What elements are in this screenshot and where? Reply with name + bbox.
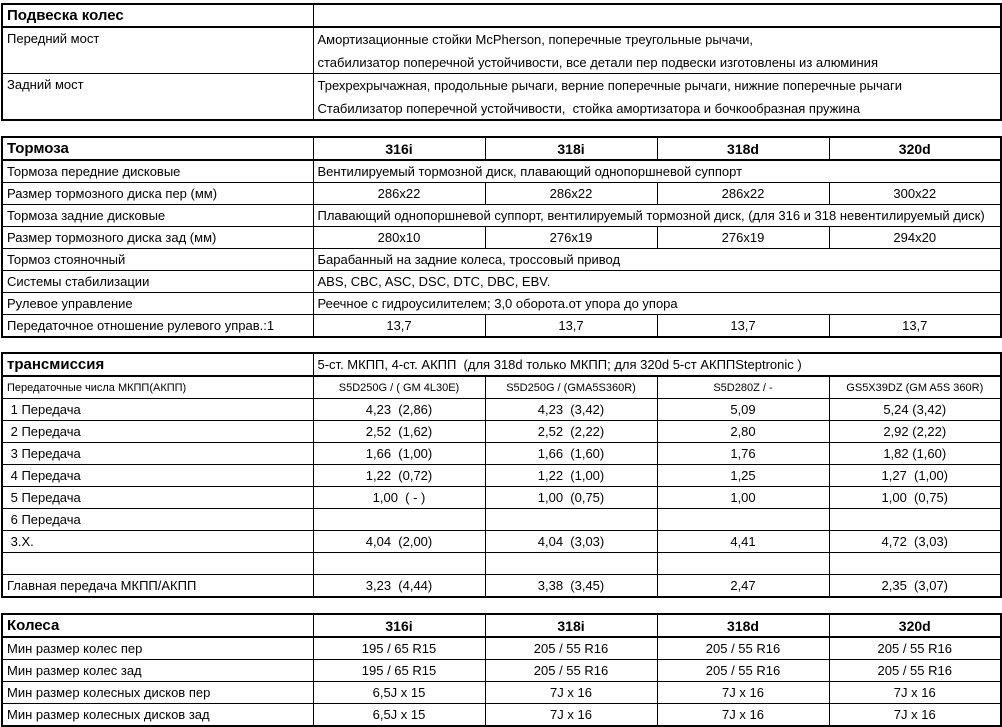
cell-value: 1,66 (1,60) xyxy=(485,443,657,465)
transmission-row xyxy=(2,421,1001,443)
cell-value: 1,76 xyxy=(657,443,829,465)
wheels-table xyxy=(1,613,1002,727)
cell-value xyxy=(313,509,485,531)
cell-value: 1,22 (1,00) xyxy=(485,465,657,487)
cell-value: 6,5J x 15 xyxy=(313,682,485,704)
cell-value xyxy=(657,553,829,575)
section-title-suspension: Подвеска колес xyxy=(2,4,313,27)
cell-value: 6,5J x 15 xyxy=(313,704,485,727)
row-label: 2 Передача xyxy=(2,421,313,443)
brakes-row xyxy=(2,227,1001,249)
cell-value: 276x19 xyxy=(485,227,657,249)
row-label: 3 Передача xyxy=(2,443,313,465)
cell-value: 1,00 (0,75) xyxy=(829,487,1001,509)
column-header-320d: 320d xyxy=(829,137,1001,160)
cell-value: 300x22 xyxy=(829,183,1001,205)
cell-value: 3,38 (3,45) xyxy=(485,575,657,598)
column-header-318d: 318d xyxy=(657,137,829,160)
brakes-table xyxy=(1,136,1002,338)
cell-value: 2,47 xyxy=(657,575,829,598)
cell-value: 280x10 xyxy=(313,227,485,249)
cell-value: 7J x 16 xyxy=(829,704,1001,727)
cell-value: 13,7 xyxy=(313,315,485,338)
wheels-row xyxy=(2,637,1001,660)
row-label: Размер тормозного диска зад (мм) xyxy=(2,227,313,249)
cell-value: 205 / 55 R16 xyxy=(657,660,829,682)
cell-value: 1,22 (0,72) xyxy=(313,465,485,487)
transmission-row xyxy=(2,531,1001,553)
cell-value: S5D280Z / - xyxy=(657,376,829,399)
column-header-318d: 318d xyxy=(657,614,829,637)
row-label: Мин размер колесных дисков зад xyxy=(2,704,313,727)
cell-value xyxy=(657,509,829,531)
row-value-span: Вентилируемый тормозной диск, плавающий однопоршневой суппорт xyxy=(313,160,1001,183)
brakes-row xyxy=(2,315,1001,338)
cell-value: 205 / 55 R16 xyxy=(829,637,1001,660)
row-value-span: Реечное с гидроусилителем; 3,0 оборота.от упора до упора xyxy=(313,293,1001,315)
row-label: Мин размер колес пер xyxy=(2,637,313,660)
cell-value: 1,00 (0,75) xyxy=(485,487,657,509)
cell-value: S5D250G / ( GM 4L30E) xyxy=(313,376,485,399)
suspension-row xyxy=(2,74,1001,121)
brakes-row xyxy=(2,271,1001,293)
cell-value: GS5X39DZ (GM A5S 360R) xyxy=(829,376,1001,399)
row-label: Рулевое управление xyxy=(2,293,313,315)
row-value-multiline xyxy=(313,27,1001,74)
value-line: Стабилизатор поперечной устойчивости, стойка амортизатора и бочкообразная пружина xyxy=(317,100,861,116)
cell-value: 205 / 55 R16 xyxy=(485,660,657,682)
column-header-318i: 318i xyxy=(485,137,657,160)
transmission-row xyxy=(2,509,1001,531)
cell-value: 1,25 xyxy=(657,465,829,487)
cell-value: 7J x 16 xyxy=(657,704,829,727)
brakes-header-row xyxy=(2,137,1001,160)
row-label: 1 Передача xyxy=(2,399,313,421)
row-label: Системы стабилизации xyxy=(2,271,313,293)
transmission-header-row xyxy=(2,353,1001,376)
cell-value: 286x22 xyxy=(485,183,657,205)
row-label: Главная передача МКПП/АКПП xyxy=(2,575,313,598)
section-title-wheels: Колеса xyxy=(2,614,313,637)
value-line: Амортизационные стойки McPherson, поперечные треугольные рычачи, xyxy=(317,32,754,47)
cell-value: 4,23 (2,86) xyxy=(313,399,485,421)
column-header-318i: 318i xyxy=(485,614,657,637)
cell-value: 4,23 (3,42) xyxy=(485,399,657,421)
row-value-span: Плавающий однопоршневой суппорт, вентилируемый тормозной диск, (для 316 и 318 невентилируемый диск) xyxy=(313,205,1001,227)
transmission-table xyxy=(1,352,1002,598)
row-label: Размер тормозного диска пер (мм) xyxy=(2,183,313,205)
cell-value: 5,24 (3,42) xyxy=(829,399,1001,421)
cell-value: 4,41 xyxy=(657,531,829,553)
cell-value: 1,00 ( - ) xyxy=(313,487,485,509)
cell-value: 7J x 16 xyxy=(485,704,657,727)
cell-value: 286x22 xyxy=(657,183,829,205)
brakes-row xyxy=(2,183,1001,205)
section-title-brakes: Тормоза xyxy=(2,137,313,160)
brakes-row xyxy=(2,293,1001,315)
cell-value: 4,04 (3,03) xyxy=(485,531,657,553)
transmission-row xyxy=(2,376,1001,399)
cell-value xyxy=(829,553,1001,575)
cell-value xyxy=(313,553,485,575)
cell-value: 1,27 (1,00) xyxy=(829,465,1001,487)
suspension-header-spacer xyxy=(313,4,1001,27)
value-line: Трехрехрычажная, продольные рычаги, верние поперечные рычаги, нижние поперечные рычаги xyxy=(317,78,902,93)
cell-value: 3,23 (4,44) xyxy=(313,575,485,598)
wheels-row xyxy=(2,660,1001,682)
suspension-row xyxy=(2,27,1001,74)
brakes-row xyxy=(2,205,1001,227)
cell-value xyxy=(485,509,657,531)
cell-value: 286x22 xyxy=(313,183,485,205)
row-label: Мин размер колесных дисков пер xyxy=(2,682,313,704)
transmission-row xyxy=(2,553,1001,575)
cell-value: 1,82 (1,60) xyxy=(829,443,1001,465)
row-label: Тормоз стояночный xyxy=(2,249,313,271)
column-header-316i: 316i xyxy=(313,614,485,637)
row-label: 5 Передача xyxy=(2,487,313,509)
cell-value: 7J x 16 xyxy=(485,682,657,704)
cell-value: 1,00 xyxy=(657,487,829,509)
row-label: Передаточные числа МКПП(АКПП) xyxy=(2,376,313,399)
cell-value: 2,92 (2,22) xyxy=(829,421,1001,443)
cell-value: 4,72 (3,03) xyxy=(829,531,1001,553)
brakes-row xyxy=(2,160,1001,183)
cell-value: 4,04 (2,00) xyxy=(313,531,485,553)
section-title-transmission: трансмиссия xyxy=(2,353,313,376)
row-label: 3.Х. xyxy=(2,531,313,553)
cell-value: 195 / 65 R15 xyxy=(313,660,485,682)
cell-value: 7J x 16 xyxy=(829,682,1001,704)
gearbox-note: 5-ст. МКПП, 4-ст. АКПП (для 318d только МКПП; для 320d 5-ст АКППSteptronic ) xyxy=(313,353,1001,376)
row-value-span: ABS, CBC, ASC, DSC, DTC, DBC, EBV. xyxy=(313,271,1001,293)
brakes-row xyxy=(2,249,1001,271)
cell-value: S5D250G / (GMA5S360R) xyxy=(485,376,657,399)
row-label: Мин размер колес зад xyxy=(2,660,313,682)
cell-value xyxy=(829,509,1001,531)
row-label: 6 Передача xyxy=(2,509,313,531)
cell-value: 2,52 (1,62) xyxy=(313,421,485,443)
suspension-table xyxy=(1,3,1002,121)
row-value-multiline xyxy=(313,74,1001,121)
row-label: Тормоза передние дисковые xyxy=(2,160,313,183)
wheels-row xyxy=(2,704,1001,727)
row-label: Тормоза задние дисковые xyxy=(2,205,313,227)
cell-value: 13,7 xyxy=(829,315,1001,338)
cell-value: 5,09 xyxy=(657,399,829,421)
cell-value: 7J x 16 xyxy=(657,682,829,704)
cell-value: 2,35 (3,07) xyxy=(829,575,1001,598)
wheels-header-row xyxy=(2,614,1001,637)
cell-value xyxy=(485,553,657,575)
transmission-row xyxy=(2,575,1001,598)
cell-value: 2,80 xyxy=(657,421,829,443)
cell-value: 294x20 xyxy=(829,227,1001,249)
cell-value: 205 / 55 R16 xyxy=(485,637,657,660)
cell-value: 13,7 xyxy=(657,315,829,338)
row-label: Задний мост xyxy=(2,74,313,121)
column-header-320d: 320d xyxy=(829,614,1001,637)
row-label xyxy=(2,553,313,575)
cell-value: 195 / 65 R15 xyxy=(313,637,485,660)
cell-value: 276x19 xyxy=(657,227,829,249)
row-label: 4 Передача xyxy=(2,465,313,487)
row-label: Передний мост xyxy=(2,27,313,74)
suspension-header-row xyxy=(2,4,1001,27)
transmission-row xyxy=(2,465,1001,487)
column-header-316i: 316i xyxy=(313,137,485,160)
row-value-span: Барабанный на задние колеса, троссовый привод xyxy=(313,249,1001,271)
value-line: стабилизатор поперечной устойчивости, все детали пер подвески изготовлены из алюминия xyxy=(317,54,878,70)
transmission-row xyxy=(2,487,1001,509)
transmission-row xyxy=(2,399,1001,421)
row-label: Передаточное отношение рулевого управ.:1 xyxy=(2,315,313,338)
cell-value: 13,7 xyxy=(485,315,657,338)
cell-value: 205 / 55 R16 xyxy=(657,637,829,660)
transmission-row xyxy=(2,443,1001,465)
cell-value: 1,66 (1,00) xyxy=(313,443,485,465)
cell-value: 205 / 55 R16 xyxy=(829,660,1001,682)
cell-value: 2,52 (2,22) xyxy=(485,421,657,443)
wheels-row xyxy=(2,682,1001,704)
